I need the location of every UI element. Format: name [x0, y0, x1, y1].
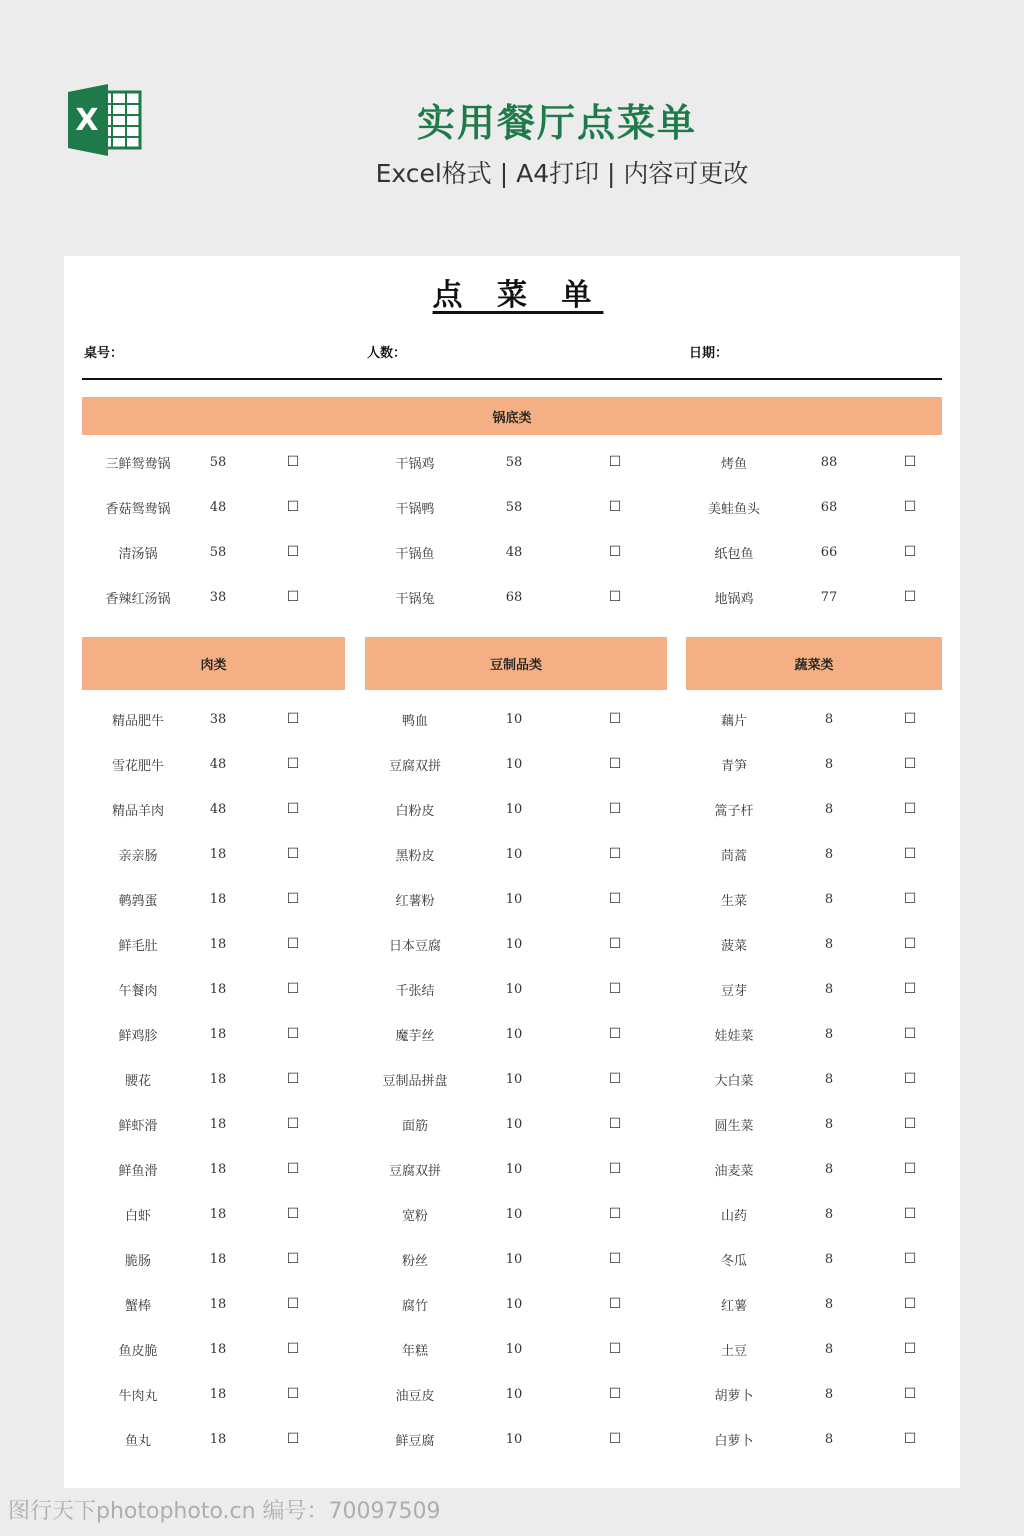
menu-item-name: 蟹棒: [124, 1298, 151, 1314]
menu-item-row: [64, 537, 960, 567]
menu-item-price: 8: [824, 756, 834, 772]
people-count-label: 人数：: [367, 346, 407, 361]
order-checkbox[interactable]: ☐: [903, 1341, 917, 1357]
menu-item-name: 脆肠: [124, 1253, 151, 1269]
menu-item-price: 68: [820, 499, 838, 515]
order-checkbox[interactable]: ☐: [903, 1206, 917, 1222]
menu-item-name: 红薯粉: [395, 893, 435, 909]
order-checkbox[interactable]: ☐: [286, 1206, 300, 1222]
menu-item-name: 牛肉丸: [118, 1388, 158, 1404]
menu-item-price: 18: [209, 1161, 227, 1177]
menu-item-name: 精品羊肉: [111, 803, 164, 819]
menu-item-price: 10: [505, 1386, 523, 1402]
menu-item-price: 38: [209, 589, 227, 605]
order-checkbox[interactable]: ☐: [608, 756, 622, 772]
order-checkbox[interactable]: ☐: [608, 1296, 622, 1312]
menu-item-price: 10: [505, 756, 523, 772]
menu-item-price: 10: [505, 1071, 523, 1087]
menu-item-price: 10: [505, 1206, 523, 1222]
order-checkbox[interactable]: ☐: [286, 1251, 300, 1267]
order-checkbox[interactable]: ☐: [608, 891, 622, 907]
menu-item-price: 48: [505, 544, 523, 560]
menu-item-name: 生菜: [720, 893, 747, 909]
order-checkbox[interactable]: ☐: [608, 1431, 622, 1447]
order-checkbox[interactable]: ☐: [903, 1026, 917, 1042]
menu-item-price: 10: [505, 1296, 523, 1312]
order-checkbox[interactable]: ☐: [608, 846, 622, 862]
menu-item-row: [64, 749, 960, 779]
table-number-label: 桌号：: [84, 346, 124, 361]
menu-item-price: 18: [209, 1296, 227, 1312]
order-checkbox[interactable]: ☐: [286, 1026, 300, 1042]
menu-item-price: 77: [820, 589, 838, 605]
menu-item-price: 8: [824, 1296, 834, 1312]
menu-item-name: 精品肥牛: [111, 713, 164, 729]
menu-item-price: 10: [505, 1341, 523, 1357]
order-checkbox[interactable]: ☐: [608, 499, 622, 515]
order-checkbox[interactable]: ☐: [903, 981, 917, 997]
menu-item-price: 10: [505, 801, 523, 817]
order-checkbox[interactable]: ☐: [286, 499, 300, 515]
order-checkbox[interactable]: ☐: [286, 1071, 300, 1087]
menu-item-price: 8: [824, 1431, 834, 1447]
menu-item-name: 大白菜: [714, 1073, 754, 1089]
order-checkbox[interactable]: ☐: [608, 1026, 622, 1042]
order-checkbox[interactable]: ☐: [286, 1431, 300, 1447]
header-divider: [82, 378, 942, 380]
menu-item-price: 10: [505, 936, 523, 952]
menu-item-price: 18: [209, 1026, 227, 1042]
menu-item-price: 68: [505, 589, 523, 605]
menu-item-name: 年糕: [401, 1343, 428, 1359]
order-checkbox[interactable]: ☐: [903, 589, 917, 605]
menu-item-name: 豆制品拼盘: [382, 1073, 448, 1089]
promo-header: [0, 0, 1024, 250]
menu-item-name: 清汤锅: [118, 546, 158, 562]
order-checkbox[interactable]: ☐: [286, 1296, 300, 1312]
menu-item-name: 粉丝: [401, 1253, 428, 1269]
menu-item-price: 8: [824, 1341, 834, 1357]
menu-item-price: 8: [824, 981, 834, 997]
order-checkbox[interactable]: ☐: [286, 711, 300, 727]
order-checkbox[interactable]: ☐: [608, 544, 622, 560]
section-header-vegetable: 蔬菜类: [686, 637, 942, 690]
order-checkbox[interactable]: ☐: [608, 801, 622, 817]
order-checkbox[interactable]: ☐: [903, 756, 917, 772]
menu-item-name: 烤鱼: [720, 456, 747, 472]
menu-item-name: 干锅鸡: [395, 456, 435, 472]
menu-item-name: 豆芽: [720, 983, 747, 999]
menu-item-name: 腐竹: [401, 1298, 428, 1314]
menu-item-price: 8: [824, 1026, 834, 1042]
menu-item-name: 美蛙鱼头: [707, 501, 760, 517]
menu-item-name: 亲亲肠: [118, 848, 158, 864]
menu-item-price: 8: [824, 1251, 834, 1267]
menu-item-name: 黑粉皮: [395, 848, 435, 864]
menu-item-name: 雪花肥牛: [111, 758, 164, 774]
menu-item-price: 10: [505, 1251, 523, 1267]
menu-item-name: 红薯: [720, 1298, 747, 1314]
order-checkbox[interactable]: ☐: [608, 936, 622, 952]
menu-item-row: [64, 1064, 960, 1094]
order-checkbox[interactable]: ☐: [903, 1071, 917, 1087]
menu-item-row: [64, 929, 960, 959]
order-checkbox[interactable]: ☐: [903, 454, 917, 470]
menu-item-name: 土豆: [720, 1343, 747, 1359]
menu-item-price: 18: [209, 981, 227, 997]
menu-item-row: [64, 1289, 960, 1319]
menu-item-row: [64, 1334, 960, 1364]
menu-item-price: 10: [505, 1431, 523, 1447]
menu-item-name: 宽粉: [401, 1208, 428, 1224]
order-checkbox[interactable]: ☐: [286, 1116, 300, 1132]
menu-item-name: 白粉皮: [395, 803, 435, 819]
menu-item-price: 58: [505, 454, 523, 470]
menu-item-price: 10: [505, 1116, 523, 1132]
order-checkbox[interactable]: ☐: [608, 454, 622, 470]
menu-item-price: 18: [209, 846, 227, 862]
order-checkbox[interactable]: ☐: [286, 1161, 300, 1177]
menu-item-row: [64, 1379, 960, 1409]
menu-item-name: 菠菜: [720, 938, 747, 954]
menu-item-price: 8: [824, 1116, 834, 1132]
watermark: 图行天下photophoto.cn 编号：70097509: [8, 1499, 441, 1524]
menu-item-price: 8: [824, 801, 834, 817]
menu-item-row: [64, 974, 960, 1004]
date-label: 日期：: [689, 346, 729, 361]
menu-item-name: 香菇鸳鸯锅: [105, 501, 171, 517]
menu-item-name: 藕片: [720, 713, 747, 729]
menu-item-name: 鹌鹑蛋: [118, 893, 158, 909]
menu-item-name: 三鲜鸳鸯锅: [105, 456, 171, 472]
menu-item-name: 千张结: [395, 983, 435, 999]
order-checkbox[interactable]: ☐: [903, 1386, 917, 1402]
order-checkbox[interactable]: ☐: [608, 1116, 622, 1132]
menu-item-name: 鲜鸡胗: [118, 1028, 158, 1044]
order-checkbox[interactable]: ☐: [608, 1071, 622, 1087]
menu-item-price: 10: [505, 891, 523, 907]
menu-item-name: 鲜虾滑: [118, 1118, 158, 1134]
menu-item-name: 豆腐双拼: [388, 758, 441, 774]
svg-text:X: X: [75, 103, 99, 138]
menu-item-price: 58: [209, 454, 227, 470]
order-checkbox[interactable]: ☐: [608, 711, 622, 727]
order-checkbox[interactable]: ☐: [608, 981, 622, 997]
menu-item-name: 鸭血: [401, 713, 428, 729]
menu-item-name: 油豆皮: [395, 1388, 435, 1404]
menu-item-price: 8: [824, 1386, 834, 1402]
menu-item-price: 8: [824, 936, 834, 952]
menu-item-row: [64, 839, 960, 869]
menu-item-name: 鱼皮脆: [118, 1343, 158, 1359]
menu-item-row: [64, 1424, 960, 1454]
order-checkbox[interactable]: ☐: [608, 1341, 622, 1357]
menu-item-price: 58: [209, 544, 227, 560]
menu-item-price: 18: [209, 1251, 227, 1267]
menu-item-name: 纸包鱼: [714, 546, 754, 562]
menu-item-price: 10: [505, 981, 523, 997]
order-checkbox[interactable]: ☐: [608, 1161, 622, 1177]
order-checkbox[interactable]: ☐: [903, 1116, 917, 1132]
order-checkbox[interactable]: ☐: [903, 1296, 917, 1312]
menu-item-price: 8: [824, 891, 834, 907]
order-checkbox[interactable]: ☐: [286, 544, 300, 560]
menu-item-name: 冬瓜: [720, 1253, 747, 1269]
excel-logo-icon: [66, 84, 144, 156]
order-checkbox[interactable]: ☐: [286, 846, 300, 862]
menu-item-name: 午餐肉: [118, 983, 158, 999]
order-checkbox[interactable]: ☐: [286, 1341, 300, 1357]
menu-item-price: 48: [209, 499, 227, 515]
section-header-pot: 锅底类: [82, 397, 942, 435]
menu-item-name: 油麦菜: [714, 1163, 754, 1179]
order-checkbox[interactable]: ☐: [286, 981, 300, 997]
menu-item-price: 18: [209, 1071, 227, 1087]
menu-item-price: 58: [505, 499, 523, 515]
menu-item-price: 18: [209, 891, 227, 907]
menu-item-name: 干锅兔: [395, 591, 435, 607]
menu-item-price: 10: [505, 1026, 523, 1042]
promo-title: 实用餐厅点菜单: [416, 101, 697, 145]
menu-item-row: [64, 1019, 960, 1049]
menu-item-row: [64, 1154, 960, 1184]
menu-item-name: 香辣红汤锅: [105, 591, 171, 607]
menu-item-name: 魔芋丝: [395, 1028, 435, 1044]
menu-item-row: [64, 884, 960, 914]
menu-item-name: 豆腐双拼: [388, 1163, 441, 1179]
menu-item-price: 10: [505, 711, 523, 727]
menu-item-name: 白萝卜: [714, 1433, 754, 1449]
order-checkbox[interactable]: ☐: [286, 801, 300, 817]
menu-item-name: 鲜毛肚: [118, 938, 158, 954]
menu-item-row: [64, 1109, 960, 1139]
menu-item-price: 18: [209, 1341, 227, 1357]
order-checkbox[interactable]: ☐: [608, 1206, 622, 1222]
menu-item-price: 8: [824, 711, 834, 727]
menu-item-name: 娃娃菜: [714, 1028, 754, 1044]
menu-item-price: 18: [209, 1206, 227, 1222]
menu-item-name: 干锅鸭: [395, 501, 435, 517]
order-checkbox[interactable]: ☐: [903, 1251, 917, 1267]
menu-item-price: 48: [209, 756, 227, 772]
menu-item-row: [64, 447, 960, 477]
order-checkbox[interactable]: ☐: [903, 544, 917, 560]
menu-item-price: 66: [820, 544, 838, 560]
order-checkbox[interactable]: ☐: [903, 801, 917, 817]
menu-item-price: 18: [209, 936, 227, 952]
menu-item-name: 青笋: [720, 758, 747, 774]
menu-item-price: 48: [209, 801, 227, 817]
section-header-tofu: 豆制品类: [365, 637, 667, 690]
order-checkbox[interactable]: ☐: [903, 936, 917, 952]
menu-item-name: 日本豆腐: [388, 938, 441, 954]
order-checkbox[interactable]: ☐: [903, 846, 917, 862]
menu-item-name: 鱼丸: [124, 1433, 151, 1449]
order-checkbox[interactable]: ☐: [286, 454, 300, 470]
menu-item-price: 18: [209, 1431, 227, 1447]
order-checkbox[interactable]: ☐: [286, 589, 300, 605]
menu-item-name: 山药: [720, 1208, 747, 1224]
order-checkbox[interactable]: ☐: [903, 499, 917, 515]
order-checkbox[interactable]: ☐: [903, 1431, 917, 1447]
menu-item-row: [64, 582, 960, 612]
menu-item-price: 8: [824, 1071, 834, 1087]
menu-item-row: [64, 492, 960, 522]
menu-item-name: 篙子杆: [714, 803, 754, 819]
order-checkbox[interactable]: ☐: [286, 1386, 300, 1402]
menu-item-price: 10: [505, 1161, 523, 1177]
menu-item-name: 鲜鱼滑: [118, 1163, 158, 1179]
menu-item-row: [64, 1244, 960, 1274]
menu-item-price: 38: [209, 711, 227, 727]
promo-subtitle: Excel格式 | A4打印 | 内容可更改: [375, 159, 749, 188]
menu-item-price: 8: [824, 846, 834, 862]
menu-item-price: 10: [505, 846, 523, 862]
order-checkbox[interactable]: ☐: [903, 711, 917, 727]
menu-item-name: 腰花: [124, 1073, 151, 1089]
menu-item-name: 茼蒿: [720, 848, 747, 864]
order-checkbox[interactable]: ☐: [903, 1161, 917, 1177]
order-checkbox[interactable]: ☐: [903, 891, 917, 907]
menu-item-name: 干锅鱼: [395, 546, 435, 562]
order-checkbox[interactable]: ☐: [286, 891, 300, 907]
order-checkbox[interactable]: ☐: [608, 589, 622, 605]
order-checkbox[interactable]: ☐: [286, 936, 300, 952]
menu-item-name: 鲜豆腐: [395, 1433, 435, 1449]
menu-item-name: 胡萝卜: [714, 1388, 754, 1404]
menu-item-name: 面筋: [401, 1118, 428, 1134]
menu-item-row: [64, 704, 960, 734]
menu-item-name: 白虾: [124, 1208, 151, 1224]
menu-item-price: 88: [820, 454, 838, 470]
menu-item-row: [64, 1199, 960, 1229]
menu-item-price: 18: [209, 1116, 227, 1132]
sheet-title: 点 菜 单: [432, 278, 604, 313]
order-checkbox[interactable]: ☐: [608, 1386, 622, 1402]
menu-item-price: 8: [824, 1206, 834, 1222]
menu-item-price: 18: [209, 1386, 227, 1402]
menu-item-name: 圆生菜: [714, 1118, 754, 1134]
section-header-meat: 肉类: [82, 637, 345, 690]
order-checkbox[interactable]: ☐: [608, 1251, 622, 1267]
order-checkbox[interactable]: ☐: [286, 756, 300, 772]
menu-item-row: [64, 794, 960, 824]
menu-item-name: 地锅鸡: [714, 591, 754, 607]
menu-item-price: 8: [824, 1161, 834, 1177]
order-sheet: [64, 256, 960, 1488]
